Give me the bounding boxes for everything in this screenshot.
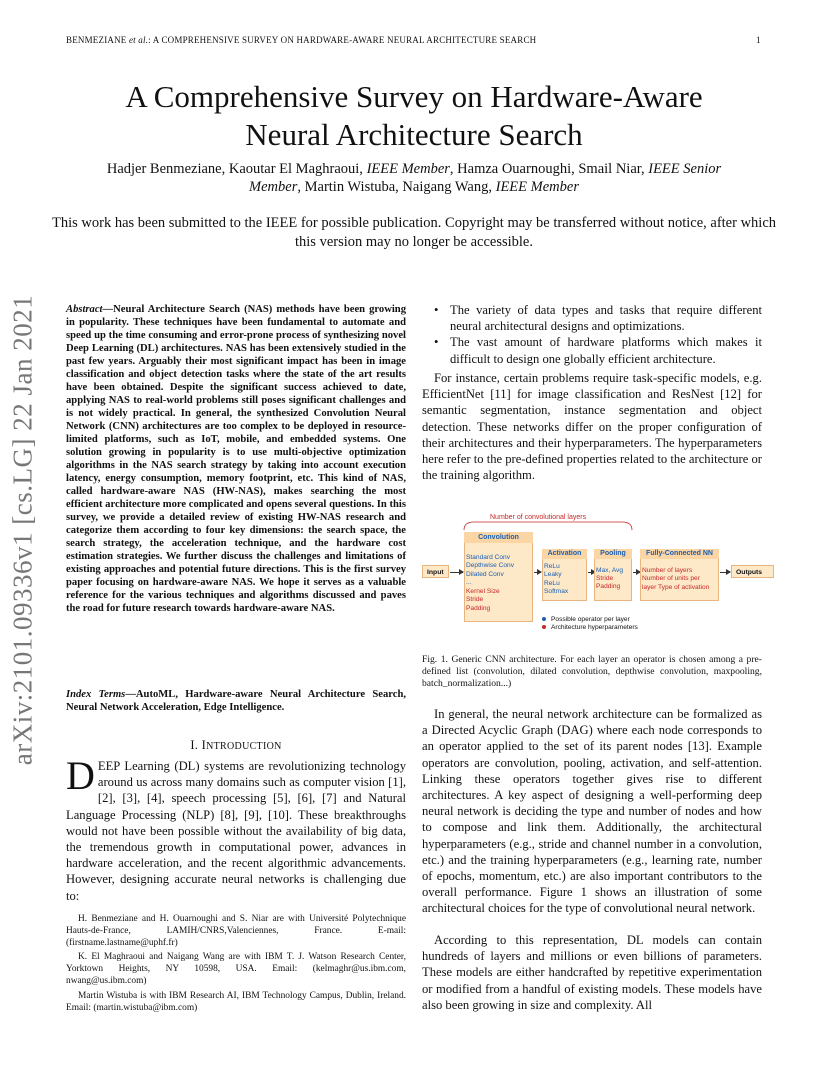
fully-connected-title: Fully-Connected NN	[640, 549, 719, 559]
conv-layers-label: Number of convolutional layers	[490, 514, 587, 521]
figure-caption: Fig. 1. Generic CNN architecture. For each layer an operator is chosen among a pre-defined list (convolution, dilated convolution, depthwise convolution, maxpooling, batch_normalization...)	[422, 654, 762, 689]
submission-notice: This work has been submitted to the IEEE for possible publication. Copyright may be transferred without notice, after which this version may no longer be accessible.	[51, 215, 777, 250]
abstract-label: Abstract	[66, 304, 103, 315]
introduction-paragraph: DEEP Learning (DL) systems are revolutionizing technology around us across many domains such as computer vision [1], [2], [3], [4], speech processing [5], [6], [7] and Natural Language Processing (NLP) [8], [9], [10]. These breakthroughs would not have been possible without the availability of big data, the tremendous growth in computational power, advances in hardware acceleration, and the recent algorithmic advancements. However, designing accurate neural networks is challenging due to:	[66, 753, 406, 903]
bullet-icon: •	[434, 303, 439, 317]
abstract	[66, 303, 406, 615]
arxiv-stamp: arXiv:2101.09336v1 [cs.LG] 22 Jan 2021	[7, 294, 38, 766]
section-heading-introduction: I. INTRODUCTION	[190, 738, 282, 752]
running-head: BENMEZIANE et al.: A COMPREHENSIVE SURVEY ON HARDWARE-AWARE NEURAL ARCHITECTURE SEARCH	[66, 35, 537, 45]
conv-operators: Standard Conv Depthwise Conv Dilated Conv ...	[466, 554, 515, 587]
index-terms	[66, 688, 406, 714]
fc-hyperparameters: Number of layers Number of units per layer Type of activation	[642, 567, 710, 591]
legend-dot-red	[542, 625, 546, 629]
legend-operator: Possible operator per layer	[542, 616, 630, 624]
body-paragraph: In general, the neural network architecture can be formalized as a Directed Acyclic Graph (DAG) where each node corresponds to an operator applied to the set of its parent nodes [13]. Example operators are convolution, pooling, activation, and self-attention. Linking these operators together gives rise to different architectures. A key aspect of designing a well-performing deep neural network is deciding the type and number of nodes and how to compose and link them. Additionally, the architectural hyperparameters (e.g., stride and channel number in a convolution, etc.) and the training hyperparameters (e.g., learning rate, number of epochs, momentum, etc.) are also important contributors to the overall performance. Figure 1 shows an illustration of some architectural choices for the type of convolutional neural network.	[422, 707, 762, 916]
drop-cap: D	[66, 753, 95, 798]
title-line-2: Neural Architecture Search	[245, 117, 583, 152]
index-terms-text: —AutoML, Hardware-aware Neural Architecture Search, Neural Network Acceleration, Edge Intelligence.	[66, 689, 406, 713]
cnn-architecture-figure	[422, 512, 774, 637]
arrow	[450, 572, 463, 573]
footnote: H. Benmeziane and H. Ouarnoughi and S. Niar are with Université Polytechnique Hauts-de-France, LAMIH/CNRS,Valenciennes, France. E-mail: (firstname.lastname@uphf.fr)	[66, 914, 406, 948]
activation-title: Activation	[542, 549, 587, 559]
arrow	[720, 572, 730, 573]
conv-hyperparameters: Kernel Size Stride Padding	[466, 588, 500, 612]
abstract-text: —Neural Architecture Search (NAS) methods have been growing in popularity. These techniques have been fundamental to automate and speed up the time consuming and error-prone process of synthesizing novel Deep Learning (DL) architectures. NAS has been extensively studied in the past few years. Arguably their most significant impact has been in image classification and object detection tasks where the state of the art results have been obtained. Despite the significant success achieved to date, applying NAS to real-world problems still poses significant challenges and is not widely practical. In general, the synthesized Convolution Neural Network (CNN) architectures are too complex to be deployed in resource-limited platforms, such as IoT, mobile, and embedded systems. One solution growing in popularity is to use multi-objective optimization algorithms in the NAS search strategy by taking into account execution latency, energy consumption, memory footprint, etc. This kind of NAS, called hardware-aware NAS (HW-NAS), makes searching the most efficient architecture more complicated and opens several questions. In this survey, we provide a detailed review of existing HW-NAS research and categorize them according to four key dimensions: the search space, the search strategy, the acceleration technique, and the hardware cost estimation strategies. We further discuss the challenges and limitations of existing approaches and potential future directions. This is the first survey paper focusing on hardware-aware NAS. We hope it serves as a valuable reference for the various techniques and algorithms discussed and paves the road for future research towards hardware-aware NAS.	[66, 304, 406, 614]
outputs-label: Outputs	[736, 569, 763, 576]
paper-title	[40, 78, 788, 154]
activation-operators: ReLu Leaky ReLu Softmax	[544, 563, 569, 596]
author-footnotes	[66, 914, 406, 1017]
pooling-hyperparameters: Stride Padding	[596, 575, 621, 591]
index-terms-label: Index Terms	[66, 689, 126, 700]
title-line-1: A Comprehensive Survey on Hardware-Aware	[125, 79, 703, 114]
author-list: Hadjer Benmeziane, Kaoutar El Maghraoui, IEEE Member, Hamza Ouarnoughi, Smail Niar, IEEE Senior Member, Martin Wistuba, Naigang Wang, IEEE Member	[106, 161, 722, 195]
body-paragraph: For instance, certain problems require task-specific models, e.g. EfficientNet [11] for image classification and ResNest [12] for semantic segmentation, instance segmentation and object detection. These networks differ on the proper configuration of their architectures and their hyperparameters. The hyperparameters here refer to the pre-defined properties related to the architecture or the training algorithm.	[422, 371, 762, 483]
challenge-list	[422, 302, 762, 367]
arrow	[534, 572, 541, 573]
pooling-title: Pooling	[594, 549, 632, 559]
legend-dot-blue	[542, 617, 546, 621]
footnote: Martin Wistuba is with IBM Research AI, IBM Technology Campus, Dublin, Ireland. Email: (martin.wistuba@ibm.com)	[66, 990, 406, 1013]
page-number: 1	[756, 35, 761, 45]
brace-line	[464, 522, 632, 530]
input-label: Input	[427, 569, 444, 576]
list-item: • The vast amount of hardware platforms which makes it difficult to design one globally efficient architecture.	[434, 335, 762, 366]
arrow	[633, 572, 640, 573]
bullet-icon: •	[434, 335, 439, 350]
convolution-title: Convolution	[464, 532, 533, 543]
pooling-operators: Max, Avg	[596, 567, 623, 574]
legend-hyperparameter: Architecture hyperparameters	[542, 624, 638, 632]
list-item: • The variety of data types and tasks that require different neural architectural designs and optimizations.	[434, 303, 762, 334]
footnote: K. El Maghraoui and Naigang Wang are with IBM T. J. Watson Research Center, Yorktown Heights, NY 10598, USA. Email: (kelmaghr@us.ibm.com, nwang@us.ibm.com)	[66, 952, 406, 986]
body-paragraph: According to this representation, DL models can contain hundreds of layers and millions or even billions of parameters. These models are either handcrafted by repetitive experimentation or modified from a handful of existing models. These models have also been growing in size and complexity. All	[422, 933, 762, 1012]
